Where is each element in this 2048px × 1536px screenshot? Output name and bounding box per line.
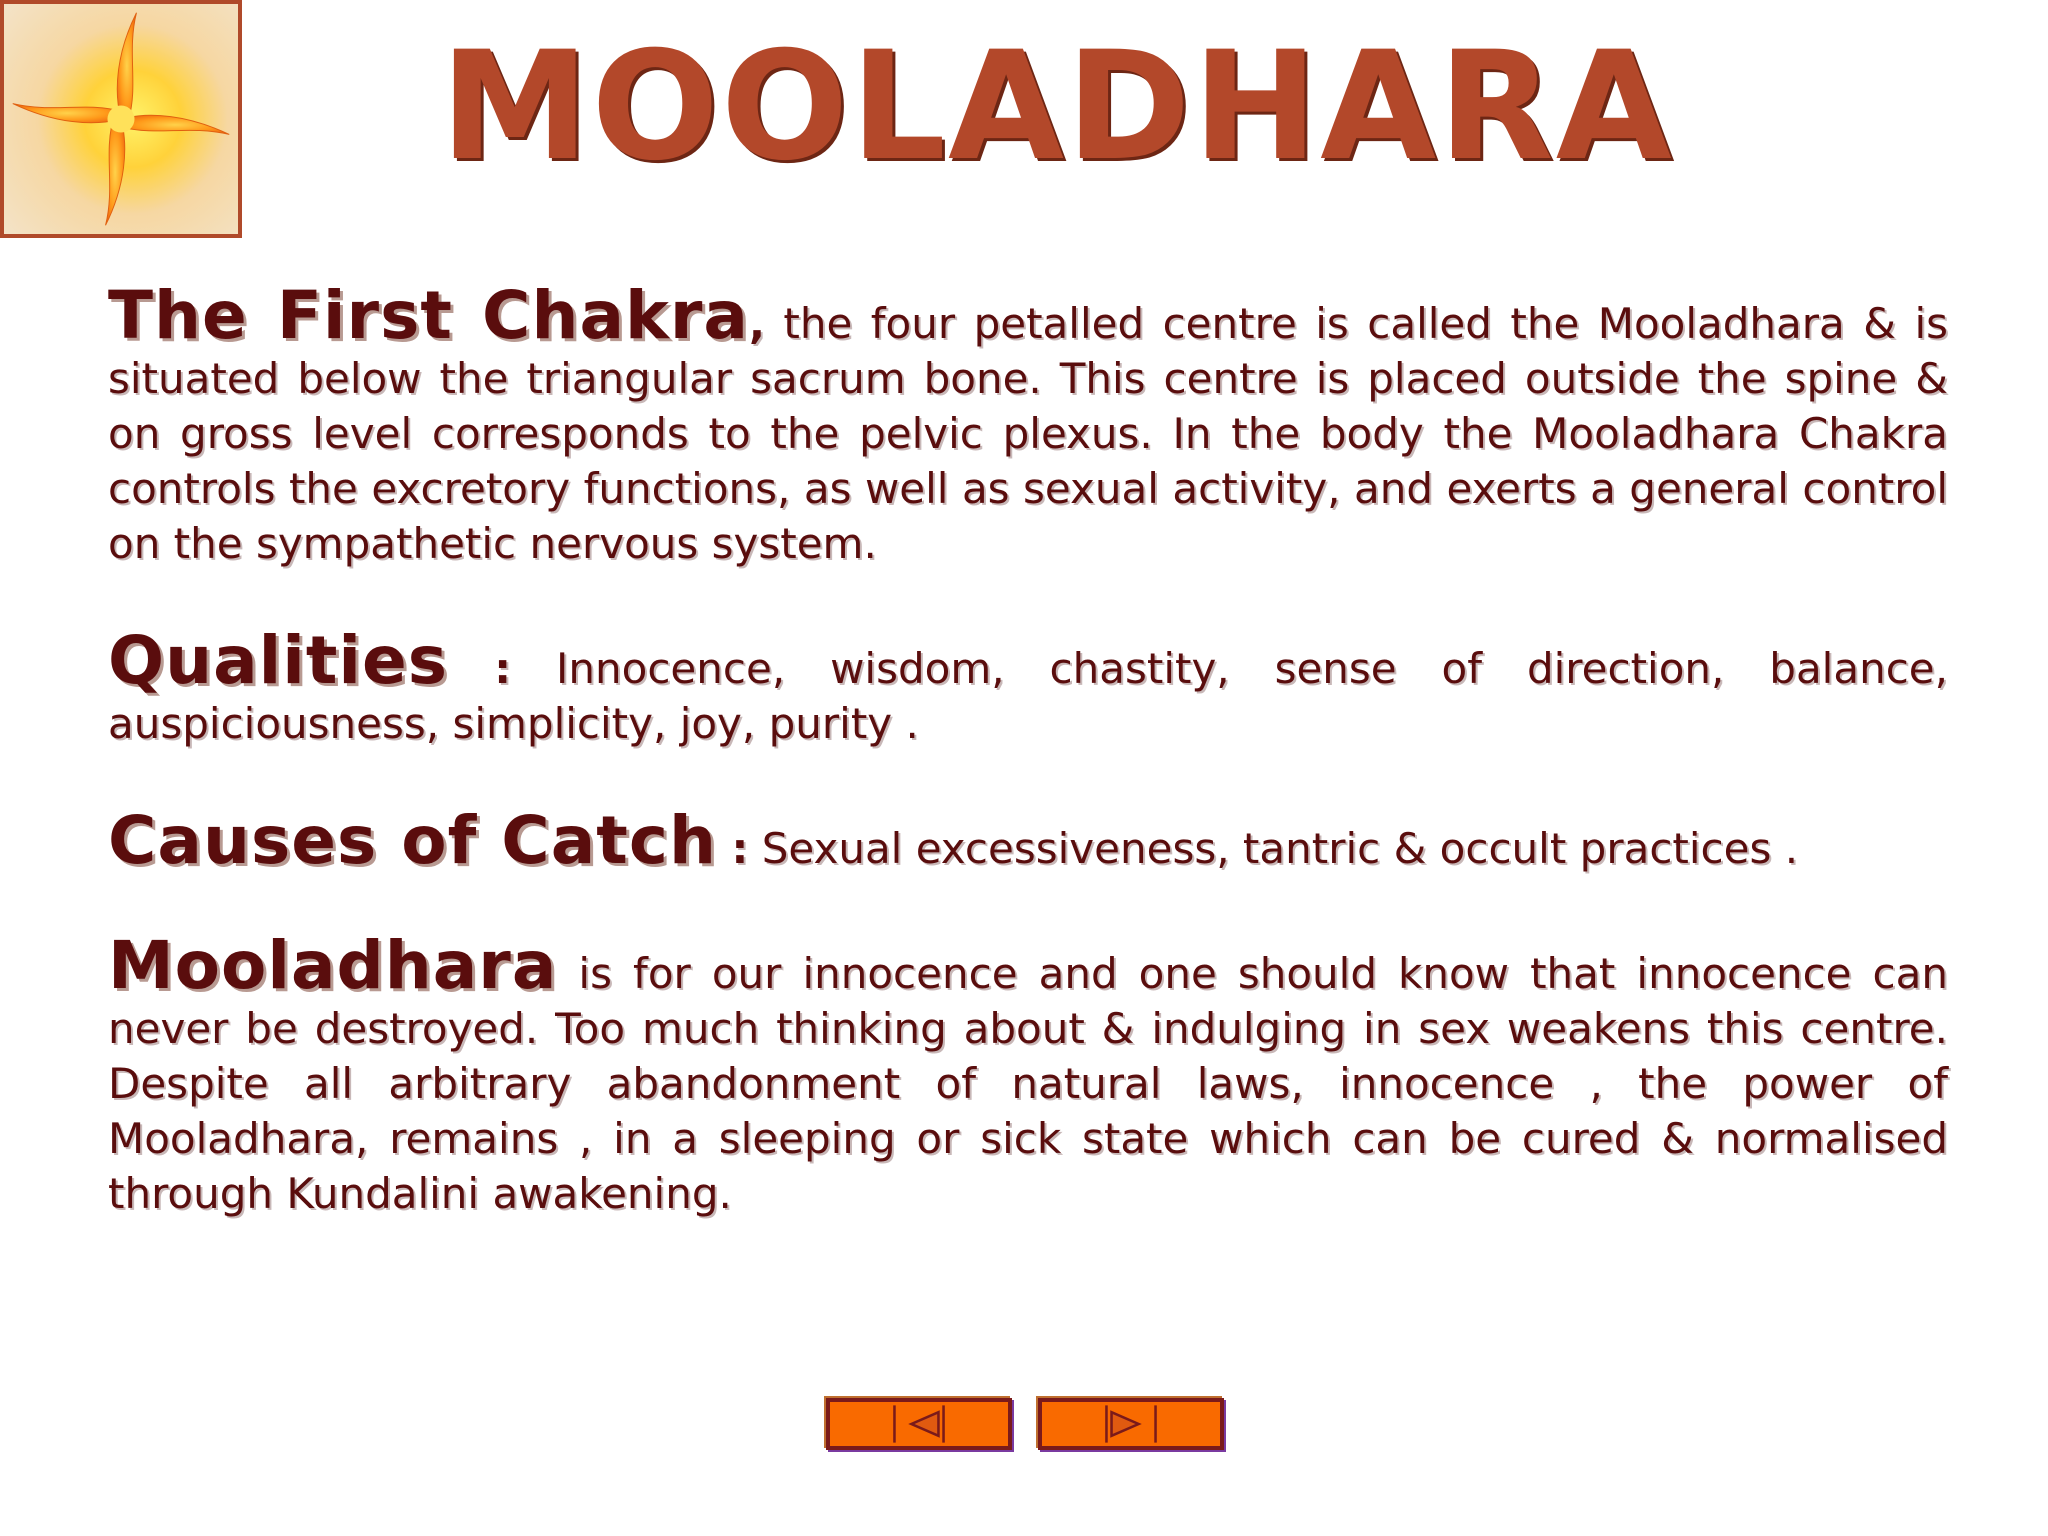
page-title: MOOLADHARA	[440, 20, 1674, 194]
causes-text: Sexual excessiveness, tantric & occult practices .	[748, 824, 1799, 873]
qualities-heading: Qualities	[108, 622, 449, 699]
qualities-paragraph	[108, 622, 1948, 751]
first-chakra-heading: The First Chakra	[108, 277, 749, 354]
triangle-left-icon	[830, 1402, 1008, 1446]
first-chakra-paragraph	[108, 277, 1948, 571]
triangle-right-icon	[1042, 1402, 1220, 1446]
causes-paragraph	[108, 802, 1948, 879]
qualities-text: Innocence, wisdom, chastity, sense of direction, balance, auspiciousness, simplicity, joy, purity .	[108, 644, 1948, 748]
first-chakra-separator: ,	[748, 299, 765, 348]
next-button[interactable]	[1038, 1398, 1224, 1450]
mooladhara-paragraph	[108, 927, 1948, 1221]
causes-heading: Causes of Catch	[108, 802, 717, 879]
mooladhara-heading: Mooladhara	[108, 927, 558, 1004]
main-content	[108, 277, 1948, 1221]
first-chakra-text: the four petalled centre is called the Mooladhara & is situated below the triangular sacrum bone. This centre is placed outside the spine & on gross level corresponds to the pelvic plexus. In the body the Mooladhara Chakra controls the excretory functions, as well as sexual activity, and exerts a general control on the sympathetic nervous system.	[108, 299, 1948, 568]
causes-separator: :	[716, 824, 749, 873]
mooladhara-text: is for our innocence and one should know that innocence can never be destroyed. Too much thinking about & indulging in sex weakens this centre. Despite all arbitrary abandonment of natural laws, innocence , the power of Mooladhara, remains , in a sleeping or sick state which can be cured & normalised through Kundalini awakening.	[108, 949, 1948, 1218]
previous-button[interactable]	[826, 1398, 1012, 1450]
qualities-separator: :	[448, 644, 512, 693]
